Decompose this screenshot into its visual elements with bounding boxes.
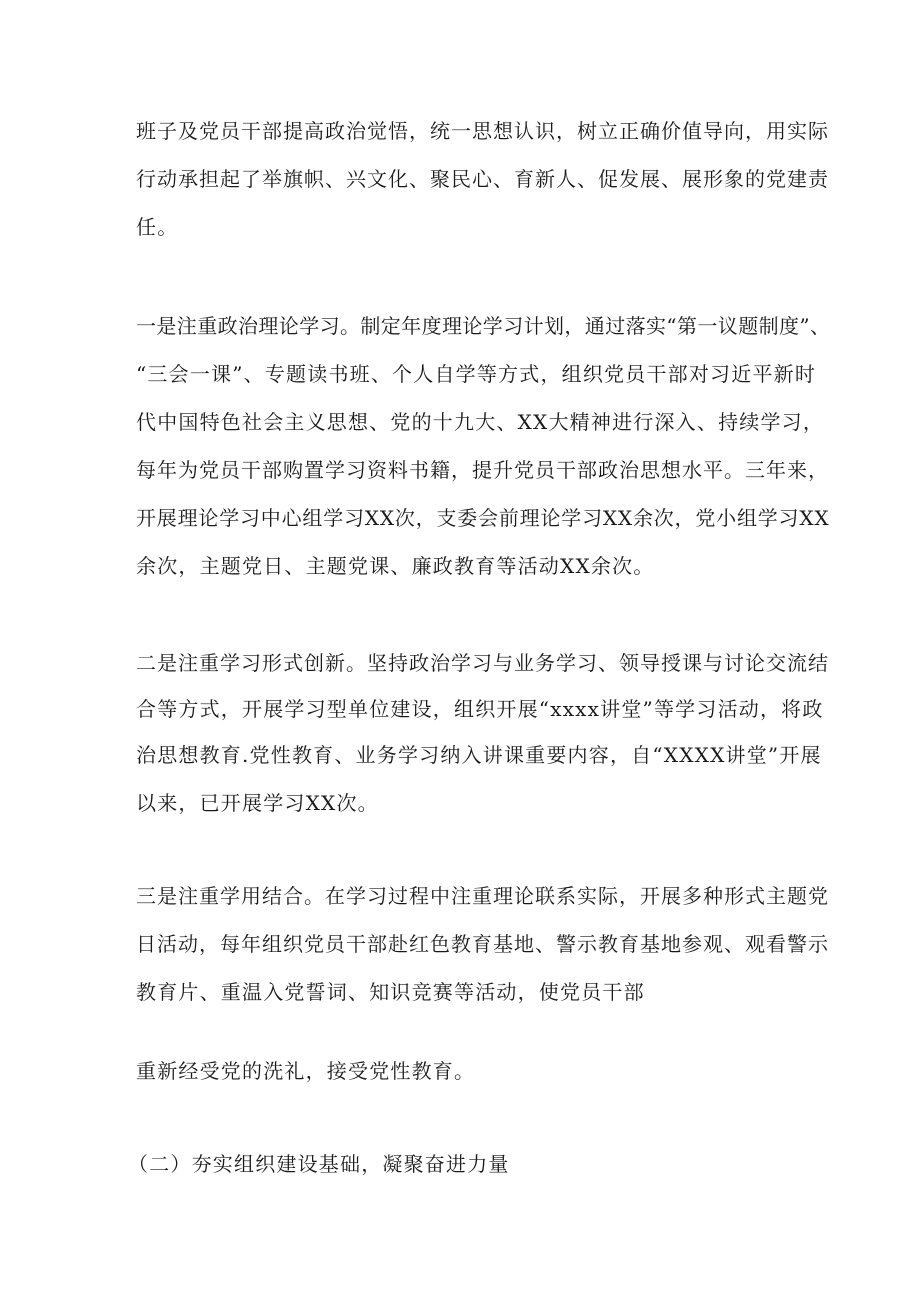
text-line: 治思想教育.党性教育、业务学习纳入讲课重要内容，自“XXXX讲堂”开展 <box>136 743 822 767</box>
text-line: 日活动，每年组织党员干部赴红色教育基地、警示教育基地参观、观看警示 <box>136 932 829 956</box>
text-line: 余次，主题党日、主题党课、廉政教育等活动XX余次。 <box>136 554 655 578</box>
text-line: “三会一课”、专题读书班、个人自学等方式，组织党员干部对习近平新时 <box>136 362 817 386</box>
text-line: 行动承担起了举旗帜、兴文化、聚民心、育新人、促发展、展形象的党建责 <box>136 167 829 191</box>
text-line: 班子及党员干部提高政治觉悟，统一思想认识，树立正确价值导向，用实际 <box>136 119 829 143</box>
text-line: 教育片、重温入党誓词、知识竞赛等活动，使党员干部 <box>136 980 645 1004</box>
text-line: 以来，已开展学习XX次。 <box>136 791 379 815</box>
text-line: 重新经受党的洗礼，接受党性教育。 <box>136 1059 476 1083</box>
text-line: 开展理论学习中心组学习XX次，支委会前理论学习XX余次，党小组学习XX <box>136 506 830 530</box>
section-heading-text: （二）夯实组织建设基础，凝聚奋进力量 <box>128 1152 510 1176</box>
text-line: 二是注重学习形式创新。坚持政治学习与业务学习、领导授课与讨论交流结 <box>136 651 829 675</box>
text-line: 三是注重学用结合。在学习过程中注重理论联系实际，开展多种形式主题党 <box>136 884 829 908</box>
text-line: 代中国特色社会主义思想、党的十九大、XX大精神进行深入、持续学习， <box>136 410 825 434</box>
text-line: 每年为党员干部购置学习资料书籍，提升党员干部政治思想水平。三年来， <box>136 458 829 482</box>
text-line: 合等方式，开展学习型单位建设，组织开展“xxxx讲堂”等学习活动，将政 <box>136 697 824 721</box>
text-line: 任。 <box>136 215 179 239</box>
text-line: 一是注重政治理论学习。制定年度理论学习计划，通过落实“第一议题制度”、 <box>136 314 831 338</box>
